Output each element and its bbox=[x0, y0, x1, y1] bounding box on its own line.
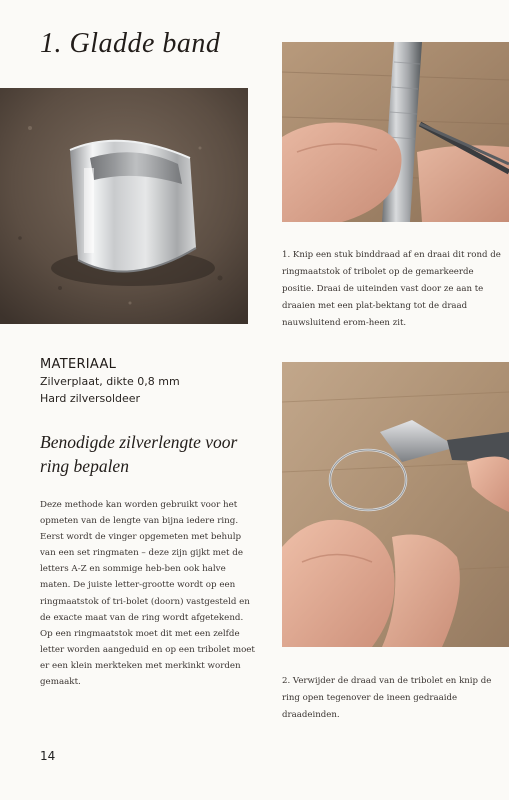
photo-silver-band-ring bbox=[0, 88, 248, 324]
photo-wire-on-ring-mandrel bbox=[282, 42, 509, 222]
page-title: 1. Gladde band bbox=[40, 28, 221, 59]
caption-step-1: 1. Knip een stuk binddraad af en draai dit rond de ringmaatstok of tribolet op de gemarkeerde positie. Draai de uiteinden vast door ze aan te draaien met een plat-bektang tot de draad nauwsluitend erom-heen zit. bbox=[282, 250, 501, 328]
materials-heading: MATERIAAL bbox=[40, 357, 117, 372]
page-number: 14 bbox=[40, 749, 56, 763]
photo-cutting-wire-ring-with-pliers bbox=[282, 362, 509, 647]
materials-item: Zilverplaat, dikte 0,8 mm bbox=[40, 375, 180, 388]
caption-step-2: 2. Verwijder de draad van de tribolet en knip de ring open tegenover de ineen gedraaide draadeinden. bbox=[282, 676, 492, 720]
materials-block bbox=[40, 356, 265, 407]
materials-item: Hard zilversoldeer bbox=[40, 392, 141, 405]
section-heading: Benodigde zilverlengte voor ring bepalen bbox=[40, 432, 238, 476]
body-text: Deze methode kan worden gebruikt voor het opmeten van de lengte van bijna iedere ring. Eerst wordt de vinger opgemeten met behulp van een set ringmaten – deze zijn gijkt met de letters A-Z en sommige heb-ben ook halve maten. De juiste letter-grootte wordt op een ringmaatstok of tri-bolet (doorn) vastgesteld en de exacte maat van de ring wordt afgetekend. Op een ringmaatstok moet dit met een zelfde letter worden aangeduid en op een tribolet moet er een klein merkteken met merkinkt worden gemaakt. bbox=[40, 500, 255, 688]
